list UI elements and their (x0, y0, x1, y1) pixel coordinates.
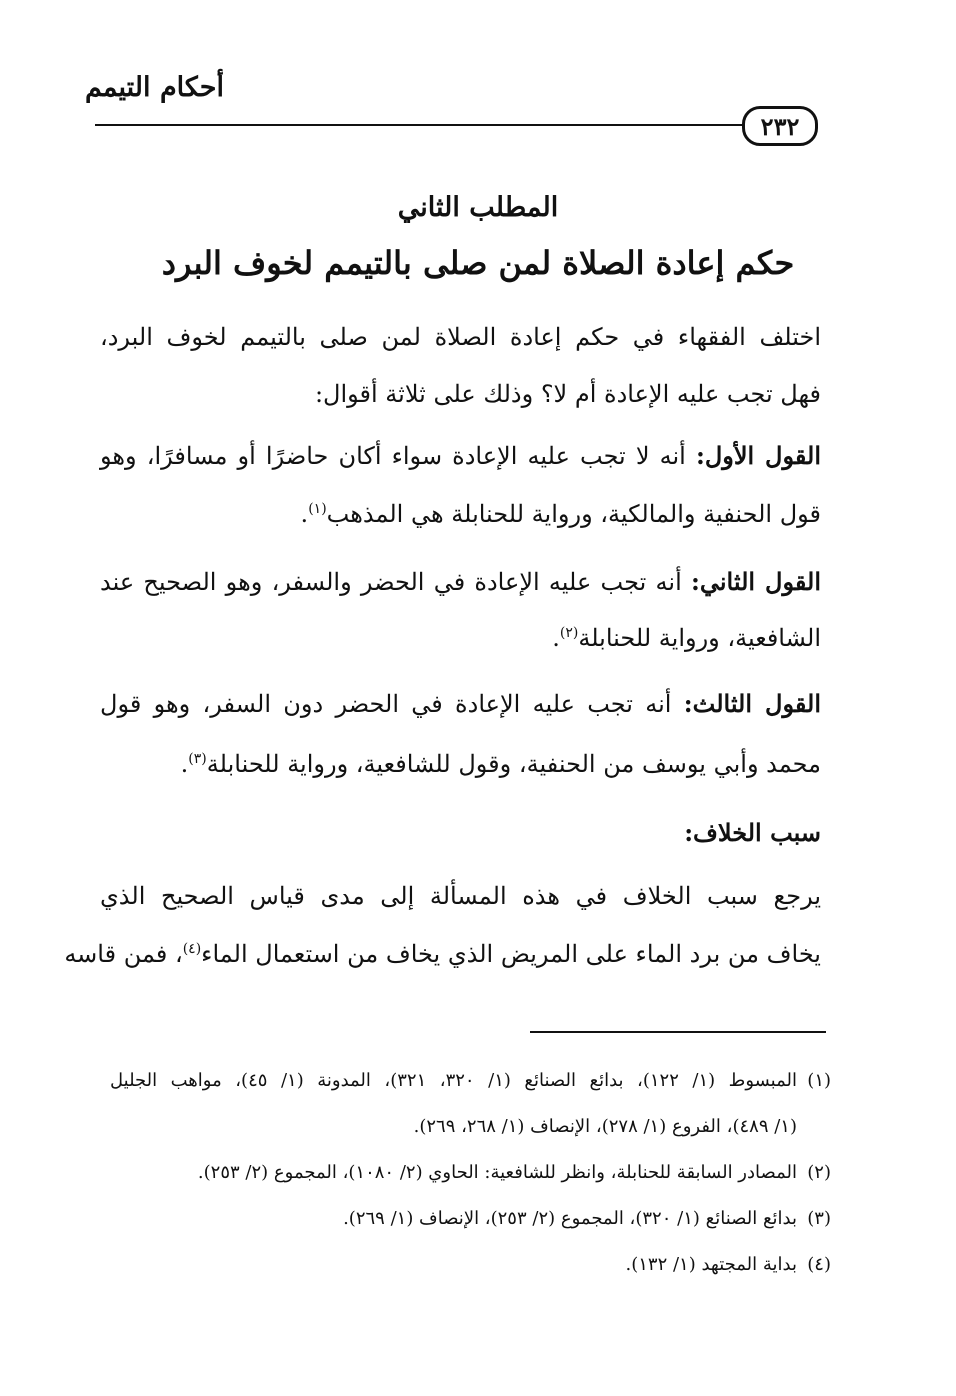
opinion-2-line-1 (100, 568, 821, 597)
footnote-2-text: المصادر السابقة للحنابلة، وانظر للشافعية: الحاوي (٢/ ١٠٨٠)، المجموع (٢/ ٢٥٣). (197, 1162, 797, 1183)
opinion-3-text-2: محمد وأبي يوسف من الحنفية، وقول للشافعية، ورواية للحنابلة (206, 750, 821, 778)
opinion-3-line-2 (100, 750, 821, 779)
footnote-1-number: (١) (807, 1070, 832, 1091)
opinion-3-text: أنه تجب عليه الإعادة في الحضر دون السفر، وهو قول (100, 690, 684, 718)
footnote-3 (110, 1208, 831, 1230)
footnote-ref-3[interactable]: (٣) (188, 751, 207, 767)
footnote-1-text: المبسوط (١/ ١٢٢)، بدائع الصنائع (١/ ٣٢٠، ٣٢١)، المدونة (١/ ٤٥)، مواهب الجليل (110, 1070, 798, 1091)
reason-line-2 (64, 940, 821, 969)
footnote-1-text-2: (١/ ٤٨٩)، الفروع (١/ ٢٧٨)، الإنصاف (١/ ٢٦٨، ٢٦٩). (413, 1116, 797, 1137)
running-header-title: أحكام التيمم (84, 72, 224, 103)
section-heading: المطلب الثاني (397, 192, 559, 223)
opinion-1-line-1 (100, 442, 821, 471)
opinion-1-end: . (300, 500, 309, 528)
footnote-4-text: بداية المجتهد (١/ ١٣٢). (625, 1254, 797, 1275)
opinion-3-line-1 (100, 690, 821, 719)
reason-text-2b: ، فمن قاسه (64, 940, 183, 968)
opinion-2-line-2 (100, 624, 821, 653)
footnote-ref-2[interactable]: (٢) (559, 625, 579, 641)
opinion-1-line-2 (100, 500, 821, 529)
opinion-2-label: القول الثاني: (690, 567, 821, 596)
reason-text-2a: يخاف من برد الماء على المريض الذي يخاف من استعمال الماء (201, 940, 821, 968)
footnote-1-line-2 (110, 1116, 831, 1138)
intro-line-2: فهل تجب عليه الإعادة أم لا؟ وذلك على ثلاثة أقوال: (314, 380, 821, 408)
footnote-2 (110, 1162, 831, 1184)
footnote-4-number: (٤) (807, 1254, 831, 1275)
opinion-3-label: القول الثالث: (683, 689, 822, 718)
page-number: ٢٣٢ (760, 111, 800, 141)
footnote-4 (110, 1254, 831, 1276)
opinion-1-text: أنه لا تجب عليه الإعادة سواء أكان حاضرًا أو مسافرًا، وهو (100, 442, 696, 470)
section-title: حكم إعادة الصلاة لمن صلى بالتيمم لخوف البرد (161, 244, 795, 282)
reason-line-1: يرجع سبب الخلاف في هذه المسألة إلى مدى قياس الصحيح الذي (100, 882, 821, 910)
reason-heading: سبب الخلاف: (684, 818, 821, 847)
page-number-badge (742, 106, 818, 146)
opinion-1-text-2: قول الحنفية والمالكية، ورواية للحنابلة هي المذهب (326, 500, 821, 528)
footnote-3-text: بدائع الصنائع (١/ ٣٢٠)، المجموع (٢/ ٢٥٣)، الإنصاف (١/ ٢٦٩). (343, 1208, 797, 1229)
opinion-2-end: . (552, 624, 560, 652)
footnote-1-line-1 (110, 1070, 831, 1092)
footnote-2-number: (٢) (807, 1162, 831, 1183)
intro-line-1: اختلف الفقهاء في حكم إعادة الصلاة لمن صلى بالتيمم لخوف البرد، (100, 323, 821, 351)
footnote-ref-1[interactable]: (١) (308, 501, 327, 517)
opinion-1-label: القول الأول: (695, 441, 821, 470)
opinion-3-end: . (180, 750, 189, 778)
footnote-3-number: (٣) (807, 1208, 831, 1229)
header-rule (95, 124, 816, 126)
footnote-ref-4[interactable]: (٤) (182, 941, 202, 957)
footnote-separator (530, 1031, 826, 1033)
opinion-2-text-2: الشافعية، ورواية للحنابلة (578, 624, 821, 652)
opinion-2-text: أنه تجب عليه الإعادة في الحضر والسفر، وهو الصحيح عند (100, 568, 691, 596)
